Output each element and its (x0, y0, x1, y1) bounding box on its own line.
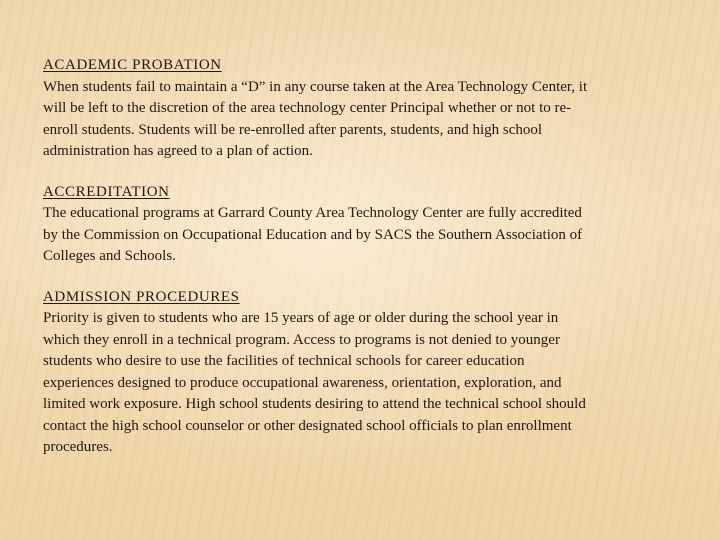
section-body (43, 77, 693, 163)
text-line: contact the high school counselor or other designated school officials to plan enrollment (43, 417, 572, 434)
text-line: The educational programs at Garrard County Area Technology Center are fully accredited (43, 205, 582, 221)
section-heading: ACADEMIC PROBATION (43, 57, 222, 73)
slide-content (43, 55, 693, 478)
text-line: which they enroll in a technical program. Access to programs is not denied to younger (43, 331, 560, 348)
section-accreditation (43, 182, 693, 268)
text-line: will be left to the discretion of the area technology center Principal whether or not to re- (43, 100, 572, 116)
text-line: procedures. (43, 439, 113, 455)
section-body (43, 308, 693, 459)
text-line: enroll students. Students will be re-enrolled after parents, students, and high school (43, 121, 543, 138)
text-line: administration has agreed to a plan of action. (43, 143, 313, 159)
text-line: by the Commission on Occupational Education and by SACS the Southern Association of (43, 226, 583, 243)
text-line: Colleges and Schools. (43, 248, 176, 264)
text-line: Priority is given to students who are 15 years of age or older during the school year in (43, 310, 559, 326)
text-line: When students fail to maintain a “D” in any course taken at the Area Technology Center, it (43, 78, 588, 95)
section-heading: ADMISSION PROCEDURES (43, 288, 240, 305)
text-line: limited work exposure. High school students desiring to attend the technical school should (43, 396, 586, 412)
section-admission-procedures (43, 287, 693, 459)
section-heading: ACCREDITATION (43, 183, 170, 200)
text-line: students who desire to use the facilities of technical schools for career education (43, 353, 525, 369)
section-body (43, 203, 693, 268)
text-line: experiences designed to produce occupational awareness, orientation, exploration, and (43, 374, 562, 391)
section-academic-probation (43, 55, 693, 163)
